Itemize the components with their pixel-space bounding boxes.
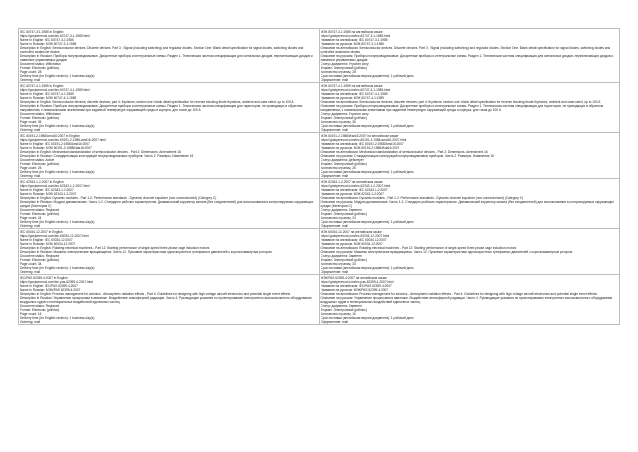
- entry-line: Описание на русском: Приборы полупроводниковые. Дискретные приборы и интегральные схемы. Раздел 1. Техническая частная спецификация для сигнальных диодов, переключающих диодов и лавинных управляемых диодов: [320, 53, 614, 62]
- entry-line: Название на английском: IEC 60747-3-1:1985: [320, 37, 388, 42]
- entry-line: Формат: Электронный (pdf/doc): [320, 161, 367, 166]
- entry-line: Name in English: IEC 60747-3-1:1985: [20, 37, 74, 42]
- russian-entry-cell: [319, 29, 620, 83]
- entry-line: Описание на английском: Process management for avionics - Atmospheric radiation effects - Part 4: Guidelines for designing with high voltage aircraft electronics and potential single event effects: [320, 291, 597, 296]
- entry-line: Document status: Withdrawn: [20, 111, 61, 116]
- table-row: [19, 275, 620, 325]
- entry-line: Название на английском: IEC 60191-2:1988/Amd16:2007: [320, 141, 404, 146]
- entry-title: IEC 60034-12-2007 in English: [20, 229, 63, 234]
- entry-title: IEC 60191-2-1988/Amd16:2007 in English: [20, 133, 80, 138]
- entry-line: Срок поставки (английская версия документа): 1 рабочий день: [320, 315, 414, 320]
- entry-title: МЭК 60747-4-1:1989 на английском языке: [320, 83, 383, 88]
- entry-line: Name in Russian: МЭК 62343-1-2:2007: [20, 191, 77, 196]
- entry-line: Описание на русском: Управление процессами в авионике. Воздействие атмосферной радиации. Часть 4. Руководящие указания по проектированию электронного высоковольтного оборудования воздушных судов и потенциальных воздействий единичных частиц: [320, 295, 613, 304]
- entry-line: Срок поставки (английская версия документа): 1 рабочий день: [320, 265, 414, 270]
- entry-line: Name in Russian: МЭК 60747-4-1:1989: [20, 95, 77, 100]
- entry-line: Формат: Электронный (pdf/doc): [320, 307, 367, 312]
- entry-line: Срок поставки (английская версия документа): 1 рабочий день: [320, 169, 414, 174]
- entry-line: Количество страниц: 26: [320, 165, 356, 170]
- entry-line: Количество страниц: 28: [320, 69, 356, 74]
- entry-line: Название на английском: IEC 60747-4-1:1989: [320, 91, 388, 96]
- entry-line: Description in Russian: Приборы полупроводниковые. Дискретные приборы и интегральные схемы. Раздел 1. Техническая частная спецификация для сигнальных диодов, переключающих диодов и лавинных управляемых диодов: [20, 53, 313, 62]
- russian-entry-cell: [319, 275, 620, 325]
- entry-line: Описание на русском: Приборы полупроводниковые. Дискретные приборы и интегральные схемы. Раздел 1. Техническая частная спецификация для тиристоров, не проводящих в обратном направлении, с номинальными значениями при заданной температуре окружающей среды и корпуса, для токов до 100 А: [320, 103, 603, 112]
- entry-line: Name in English: IEC 62343-1-2:2007: [20, 187, 74, 192]
- entry-line: Document status: Replaced: [20, 253, 60, 258]
- entry-line: Description in Russian: Модули динамические. Часть 1-2. Стандарты рабочих характеристик. Динамический корректор канала (без соединителей) для использования в контролируемых окружающих средах (Категория С): [20, 199, 314, 208]
- entry-link[interactable]: https://gostperevod.com/iec-60191-2-1988-amd16-2007.html: [320, 137, 407, 142]
- entry-line: Название на русском: МЭК/PAS 62399-4:2007: [320, 287, 389, 292]
- entry-line: Статус документа: Утратил силу: [320, 61, 369, 66]
- english-entry-cell: [19, 179, 320, 229]
- entry-link[interactable]: https://gostperevod.com/iec-60747-4-1-1989.html: [320, 87, 391, 92]
- entry-line: Ordering: mail: [20, 269, 41, 274]
- entry-line: Delivery time (for English version): 1 business day(s): [20, 123, 95, 128]
- entry-line: Статус документа: Заменен: [320, 207, 362, 212]
- entry-line: Name in Russian: МЭК/PAS 62399-4:2007: [20, 287, 81, 292]
- entry-line: Количество страниц: 34: [320, 261, 356, 266]
- entry-line: Название на русском: МЭК 60747-4-1:1989: [320, 95, 384, 100]
- entry-line: Description in English: Semiconductor devices; discrete devices; part 4: thyristors; section one: blank detail specification for reverse blocking triode thyristors, ambient and case-rated, up to 100 A: [20, 99, 294, 104]
- standards-table: [18, 28, 620, 325]
- russian-entry-cell: [319, 83, 620, 133]
- entry-line: Format: Electronic (pdf/doc): [20, 161, 60, 166]
- entry-line: Срок поставки (английская версия документа): 1 рабочий день: [320, 73, 414, 78]
- entry-line: Оформление: mail: [320, 127, 348, 132]
- entry-line: Название на русском: МЭК 60747-3-1:1985: [320, 41, 384, 46]
- entry-line: Оформление: mail: [320, 223, 348, 228]
- entry-line: Delivery time (for English version): 1 business day(s): [20, 315, 95, 320]
- entry-link[interactable]: https://gostperevod.com/iec-60034-12-2007.html: [20, 233, 89, 238]
- entry-line: Описание на английском: Semiconductor devices; discrete devices; part 4: thyristors; section one: blank detail specification for reverse blocking triode thyristors, ambient and case-rated, up to 100 A: [320, 99, 601, 104]
- entry-line: Description in English: Dynamic modules - Part 1-2: Performance standards - Dynamic channel equalizer (non-connectorized) (Category C): [20, 195, 217, 200]
- entry-title: IEC 60747-4-1:1989 in English: [20, 83, 64, 88]
- entry-line: Название на английском: IEC 60034-12:2007: [320, 237, 387, 242]
- entry-link[interactable]: https://gostperevod.com/iec-60747-4-1-1989.html: [20, 87, 90, 92]
- entry-line: Name in English: IEC 60034-12:2007: [20, 237, 73, 242]
- entry-line: Description in Russian: Стандартизация конструкций полупроводниковых приборов. Часть 2. Размеры. Изменение 16: [20, 153, 194, 158]
- table-row: [19, 229, 620, 275]
- entry-title: МЭК 60034-12-2007 на английском языке: [320, 229, 382, 234]
- entry-line: Срок поставки (английская версия документа): 1 рабочий день: [320, 123, 414, 128]
- entry-line: Срок поставки (английская версия документа): 1 рабочий день: [320, 219, 414, 224]
- table-row: [19, 179, 620, 229]
- entry-line: Description in Russian: Машины электрические вращающиеся. Часть 12. Пусковые характеристики односкоростных трехфазных двигателей с короткозамкнутым ротором: [20, 249, 272, 254]
- entry-line: Статус документа: Утратил силу: [320, 111, 369, 116]
- entry-line: Delivery time (for English version): 1 business day(s): [20, 265, 95, 270]
- entry-line: Page count: 24: [20, 215, 42, 220]
- english-entry-cell: [19, 133, 320, 179]
- entry-line: Delivery time (for English version): 1 business day(s): [20, 73, 95, 78]
- table-row: [19, 133, 620, 179]
- english-entry-cell: [19, 83, 320, 133]
- entry-line: Name in English: IEC 60191-2:1988/Amd16:2007: [20, 141, 90, 146]
- entry-line: Format: Electronic (pdf/doc): [20, 257, 60, 262]
- entry-line: Оформление: mail: [320, 269, 348, 274]
- entry-line: Ordering: mail: [20, 127, 41, 132]
- entry-link[interactable]: https://gostperevod.com/iec-62343-1-2-2007.html: [20, 183, 90, 188]
- entry-line: Оформление: mail: [320, 319, 348, 324]
- entry-line: Статус документа: Заменен: [320, 303, 362, 308]
- entry-link[interactable]: https://gostperevod.com/iec-60747-3-1-1985.html: [320, 33, 391, 38]
- entry-line: Page count: 36: [20, 119, 42, 124]
- table-row: [19, 83, 620, 133]
- entry-line: Формат: Электронный (pdf/doc): [320, 257, 367, 262]
- entry-line: Format: Electronic (pdf/doc): [20, 211, 60, 216]
- entry-title: IEC/PAS 62399-4:2007 in English: [20, 275, 68, 280]
- entry-line: Delivery time (for English version): 1 business day(s): [20, 169, 95, 174]
- entry-link[interactable]: https://gostperevod.com/iec-62343-1-2-2007.html: [320, 183, 391, 188]
- entry-title: МЭК/PAS 62399-4:2007 на английском языке: [320, 275, 387, 280]
- entry-line: Статус документа: Заменен: [320, 253, 362, 258]
- entry-line: Количество страниц: 16: [320, 311, 356, 316]
- entry-line: Формат: Электронный (pdf/doc): [320, 65, 367, 70]
- entry-line: Name in Russian: МЭК 60034-12:2007: [20, 241, 76, 246]
- entry-line: Описание на русском: Машины электрические вращающиеся. Часть 12. Пусковые характеристики односкоростных трехфазных двигателей с короткозамкнутым ротором: [320, 249, 573, 254]
- entry-line: Ordering: mail: [20, 223, 41, 228]
- entry-line: Page count: 16: [20, 311, 42, 316]
- entry-line: Format: Electronic (pdf/doc): [20, 307, 60, 312]
- entry-line: Описание на русском: Стандартизация конструкций полупроводниковых приборов. Часть 2. Размеры. Изменение 16: [320, 153, 494, 158]
- entry-line: Document status: Active: [20, 157, 55, 162]
- entry-line: Ordering: mail: [20, 319, 41, 324]
- entry-line: Оформление: mail: [320, 77, 348, 82]
- entry-line: Format: Electronic (pdf/doc): [20, 115, 60, 120]
- entry-line: Document status: Withdrawn: [20, 61, 61, 66]
- entry-line: Оформление: mail: [320, 173, 348, 178]
- entry-line: Name in Russian: МЭК 60191-2:1988/Изм16:2007: [20, 145, 92, 150]
- entry-line: Описание на английском: Semiconductor devices. Discrete devices. Part 3 : Signal (including switching) and regulator diodes. Section One: Blank detail specification for signal diodes, switching diodes and controlled avalanche diodes: [320, 45, 611, 54]
- entry-line: Описание на русском: Модули динамические. Часть 1-2. Стандарты рабочих характеристик. Динамический корректор канала (без соединителей) для использования в контролируемых окружающих средах (Категория С): [320, 199, 614, 208]
- entry-title: МЭК 62343-1-2-2007 на английском языке: [320, 179, 383, 184]
- entry-title: МЭК 60747-3-1:1985 на английском языке: [320, 29, 383, 34]
- entry-link[interactable]: https://gostperevod.com/iec-60191-2-1988-amd16-2007.html: [20, 137, 106, 142]
- entry-line: Ordering: mail: [20, 77, 41, 82]
- entry-line: Название на русском: МЭК 60034-12:2007: [320, 241, 383, 246]
- entry-line: Формат: Электронный (pdf/doc): [320, 211, 367, 216]
- russian-entry-cell: [319, 133, 620, 179]
- entry-link[interactable]: https://gostperevod.com/iec-pas-62399-4-2007.html: [20, 279, 93, 284]
- entry-line: Ordering: mail: [20, 173, 41, 178]
- entry-line: Description in English: Mechanical standardization of semiconductor devices - Part 2: Dimensions. Amendment 16: [20, 149, 181, 154]
- standards-table-body: [19, 29, 620, 325]
- entry-line: Name in English: IEC 60747-4-1:1989: [20, 91, 74, 96]
- entry-line: Описание на английском: Rotating electrical machines - Part 12: Starting performance of single-speed three-phase cage induction motors: [320, 245, 517, 250]
- entry-line: Document status: Replaced: [20, 303, 60, 308]
- english-entry-cell: [19, 229, 320, 275]
- entry-line: Name in English: IEC/PAS 62399-4:2007: [20, 283, 78, 288]
- russian-entry-cell: [319, 229, 620, 275]
- entry-line: Описание на английском: Dynamic modules - Part 1-2: Performance standards - Dynamic channel equalizer (non-connectorized) (Category C): [320, 195, 524, 200]
- entry-link[interactable]: https://gostperevod.com/iec-60034-12-2007.html: [320, 233, 390, 238]
- english-entry-cell: [19, 29, 320, 83]
- entry-line: Формат: Электронный (pdf/doc): [320, 115, 367, 120]
- entry-line: Format: Electronic (pdf/doc): [20, 65, 60, 70]
- entry-line: Статус документа: Действует: [320, 157, 364, 162]
- entry-line: Document status: Replaced: [20, 207, 60, 212]
- entry-line: Description in English: Rotating electrical machines - Part 12: Starting performance of single-speed three-phase cage induction motors: [20, 245, 210, 250]
- entry-line: Название на английском: IEC 62343-1-2:2007: [320, 187, 388, 192]
- entry-line: Описание на английском: Mechanical standardization of semiconductor devices - Part 2: Dimensions. Amendment 16: [320, 149, 488, 154]
- russian-entry-cell: [319, 179, 620, 229]
- entry-line: Название на русском: МЭК 62343-1-2:2007: [320, 191, 384, 196]
- entry-line: Название на английском: IEC/PAS 62399-4:2007: [320, 283, 392, 288]
- entry-line: Description in English: Process management for avionics - Atmospheric radiation effects - Part 4: Guidelines for designing with high voltage aircraft electronics and potential single event effects: [20, 291, 291, 296]
- table-row: [19, 29, 620, 83]
- entry-line: Description in Russian: Приборы полупроводниковые. Дискретные приборы и интегральные схемы. Раздел 1. Техническая частная спецификация для тиристоров, не проводящих в обратном направлении, с номинальными значениями при заданной температуре окружающей среды и корпуса, для токов до 100 А: [20, 103, 303, 112]
- entry-line: Delivery time (for English version): 1 business day(s): [20, 219, 95, 224]
- entry-title: IEC 60747-3:1-1985 in English: [20, 29, 64, 34]
- entry-line: Page count: 34: [20, 261, 42, 266]
- entry-line: Количество страниц: 36: [320, 119, 356, 124]
- entry-title: IEC 62343-1-2-2007 in English: [20, 179, 64, 184]
- entry-line: Description in English: Semiconductor devices. Discrete devices. Part 3 : Signal (including switching) and regulator diodes. Section One: Blank detail specification for signal diodes, switching diodes and controlled avalanche diodes: [20, 45, 304, 54]
- entry-line: Количество страниц: 24: [320, 215, 356, 220]
- entry-title: МЭК 60191-2-1988/Изм16:2007 на английском языке: [320, 133, 399, 138]
- entry-link[interactable]: https://gostperevod.com/iec-60747-3-1-1985.html: [20, 33, 90, 38]
- entry-line: Description in Russian: Управление процессами в авионике. Воздействие атмосферной радиации. Часть 4. Руководящие указания по проектированию электронного высоковольтного оборудования воздушных судов и потенциальных воздействий единичных частиц: [20, 295, 312, 304]
- entry-line: Page count: 26: [20, 165, 42, 170]
- entry-line: Название на русском: МЭК 60191-2:1988/Изм16:2007: [320, 145, 400, 150]
- entry-link[interactable]: https://gostperevod.com/iec-pas-62399-4-2007.html: [320, 279, 394, 284]
- english-entry-cell: [19, 275, 320, 325]
- entry-line: Name in Russian: МЭК 60747-3-1:1985: [20, 41, 77, 46]
- entry-line: Page count: 28: [20, 69, 42, 74]
